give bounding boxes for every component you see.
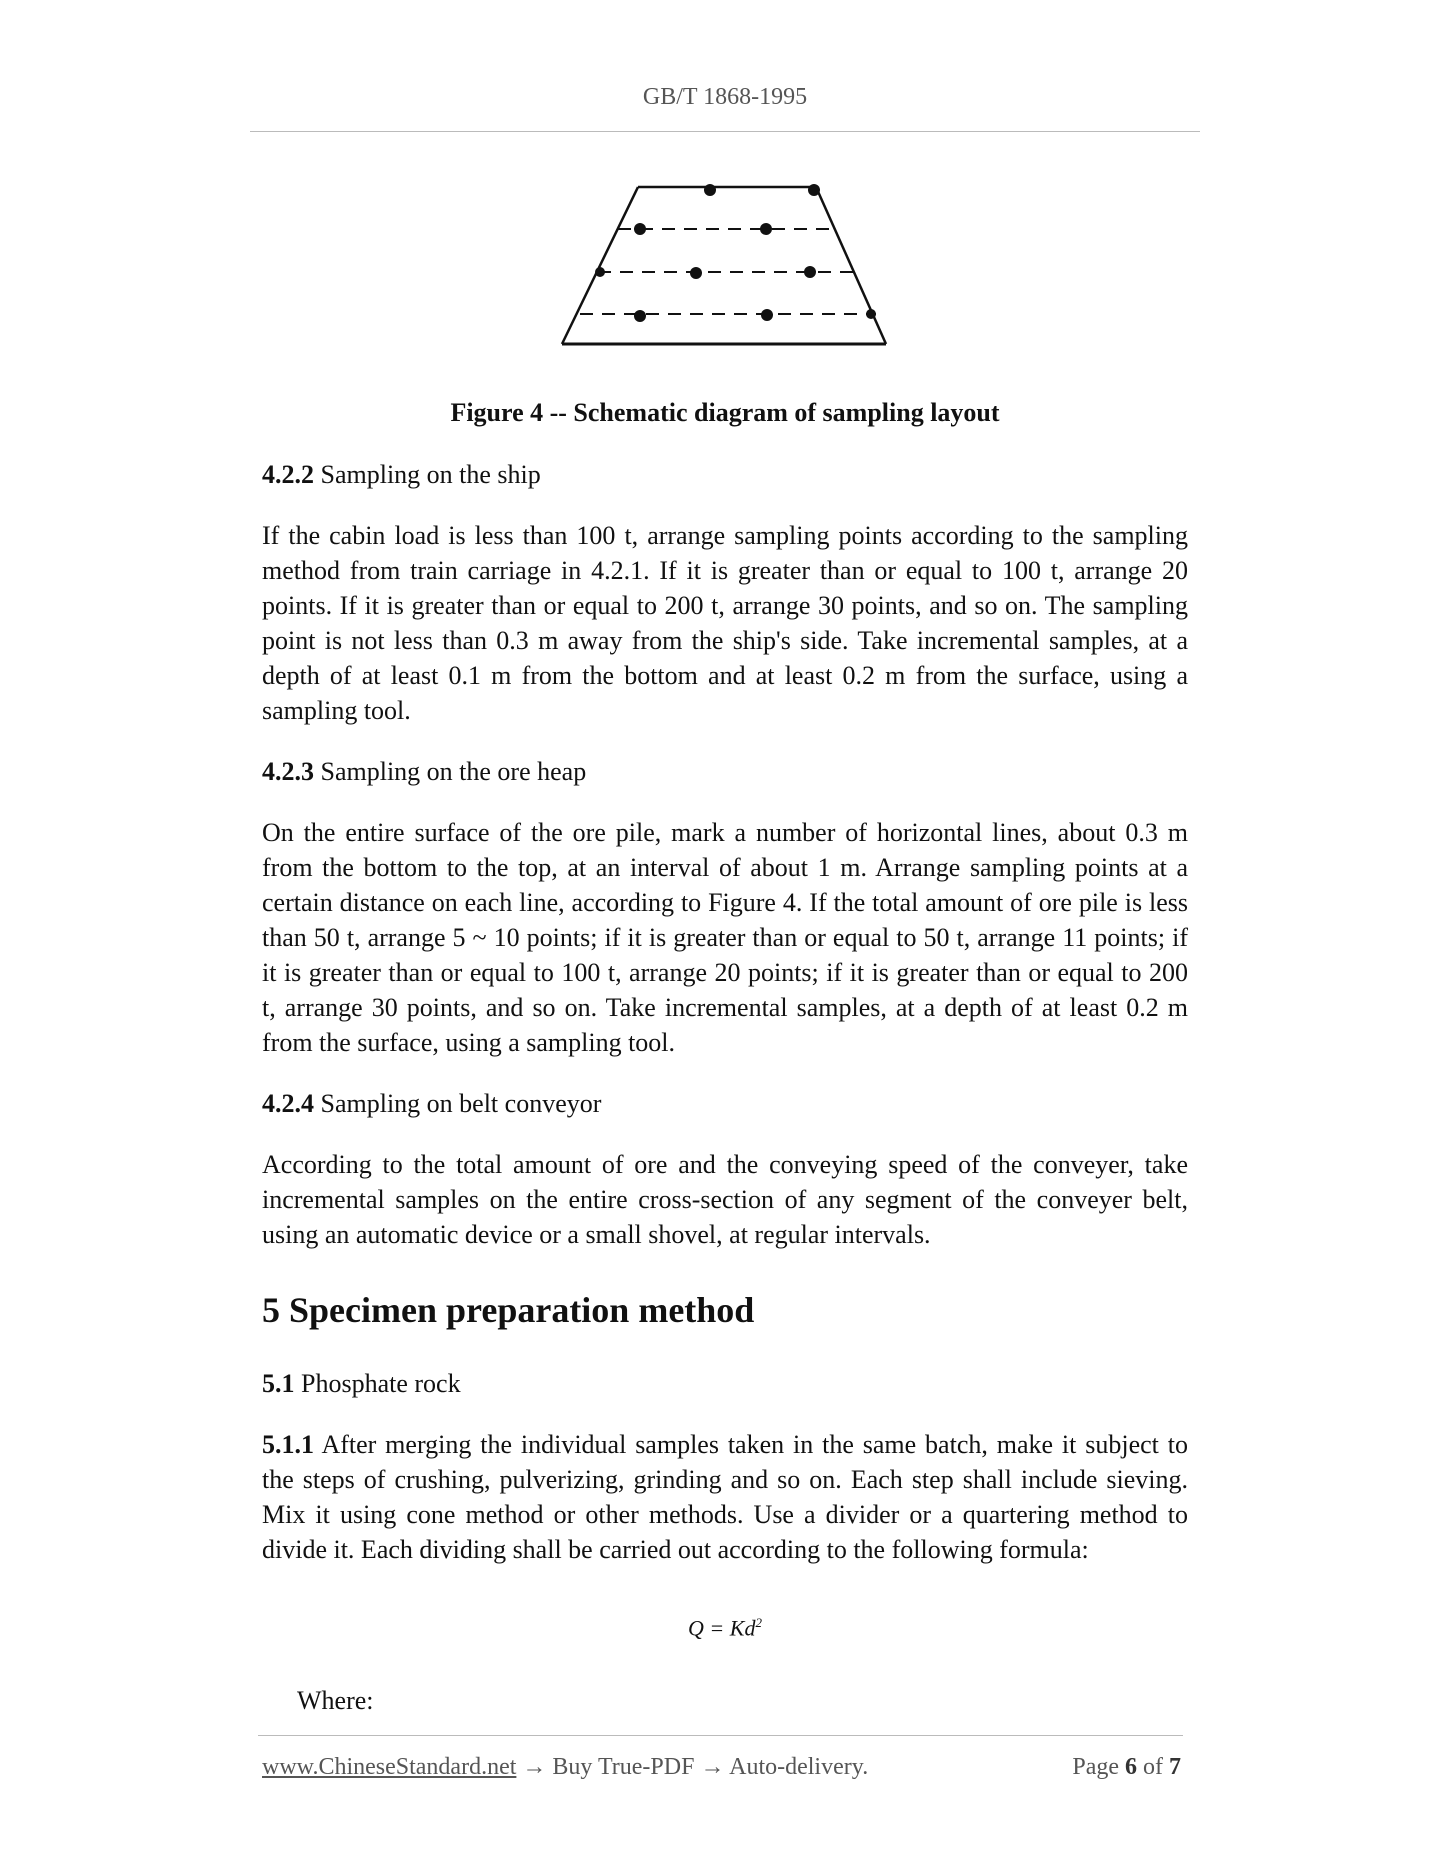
- formula-exponent: 2: [755, 1615, 762, 1630]
- footer-promo-text: → Buy True-PDF → Auto-delivery.: [516, 1754, 869, 1780]
- figure-caption: Figure 4 -- Schematic diagram of sampling layout: [450, 398, 1000, 427]
- formula-text: Q = Kd: [688, 1615, 756, 1641]
- trapezoid-left: [562, 187, 638, 344]
- where-label: Where:: [297, 1686, 374, 1716]
- section-heading-4-2-2: [262, 457, 1188, 492]
- sampling-point: [866, 309, 876, 319]
- header-divider: [250, 131, 1200, 132]
- section-number: 5.1.1: [262, 1430, 314, 1459]
- section-number: 4.2.3: [262, 757, 314, 786]
- current-page: 6: [1125, 1754, 1137, 1780]
- paragraph-5-1-1: [262, 1427, 1188, 1567]
- paragraph-text: After merging the individual samples taken in the same batch, make it subject to the steps of crushing, pulverizing, grinding and so on. Each step shall include sieving. Mix it using cone method or other methods. Use a divider or a quartering method to divide it. Each dividing shall be carried out according to the following formula:: [262, 1430, 1188, 1564]
- website-link[interactable]: www.ChineseStandard.net: [262, 1754, 517, 1780]
- total-pages: 7: [1169, 1754, 1181, 1780]
- page-indicator: [1072, 1754, 1181, 1781]
- paragraph-4-2-3: On the entire surface of the ore pile, mark a number of horizontal lines, about 0.3 m from the bottom to the top, at an interval of about 1 m. Arrange sampling points at a certain distance on each line, according to Figure 4. If the total amount of ore pile is less than 50 t, arrange 5 ~ 10 points; if it is greater than or equal to 50 t, arrange 11 points; if it is greater than or equal to 100 t, arrange 20 points; if it is greater than or equal to 200 t, arrange 30 points, and so on. Take incremental samples, at a depth of at least 0.2 m from the surface, using a sampling tool.: [262, 818, 1188, 1057]
- sampling-point: [634, 223, 646, 235]
- section-number: 4.2.4: [262, 1089, 314, 1118]
- section-title: Phosphate rock: [301, 1369, 461, 1398]
- sampling-point: [760, 223, 772, 235]
- sampling-point: [595, 267, 605, 277]
- section-title: Sampling on belt conveyor: [320, 1089, 602, 1118]
- sampling-point: [804, 266, 816, 278]
- section-heading-5-1: [262, 1366, 1188, 1401]
- page-prefix: Page: [1072, 1754, 1125, 1780]
- section-title: Sampling on the ore heap: [320, 757, 587, 786]
- paragraph-4-2-4: According to the total amount of ore and the conveying speed of the conveyer, take incremental samples on the entire cross-section of any segment of the conveyer belt, using an automatic device or a small shovel, at regular intervals.: [262, 1150, 1188, 1249]
- footer-promo: [262, 1754, 868, 1781]
- section-number: 4.2.2: [262, 460, 314, 489]
- footer-divider: [258, 1735, 1183, 1736]
- chapter-heading-5: 5 Specimen preparation method: [262, 1290, 755, 1330]
- trapezoid-right: [816, 187, 886, 344]
- main-content: [262, 457, 1188, 1718]
- formula: [262, 1605, 1188, 1645]
- section-heading-4-2-3: [262, 754, 1188, 789]
- page-header: GB/T 1868-1995: [642, 84, 808, 110]
- sampling-layout-diagram: [556, 180, 896, 355]
- section-number: 5.1: [262, 1369, 295, 1398]
- section-title: Sampling on the ship: [320, 460, 541, 489]
- section-heading-4-2-4: [262, 1086, 1188, 1121]
- sampling-point: [704, 184, 716, 196]
- sampling-point: [761, 309, 773, 321]
- sampling-point: [808, 184, 820, 196]
- paragraph-4-2-2: If the cabin load is less than 100 t, arrange sampling points according to the sampling method from train carriage in 4.2.1. If it is greater than or equal to 100 t, arrange 20 points. If it is greater than or equal to 200 t, arrange 30 points, and so on. The sampling point is not less than 0.3 m away from the ship's side. Take incremental samples, at a depth of at least 0.1 m from the bottom and at least 0.2 m from the surface, using a sampling tool.: [262, 521, 1188, 725]
- sampling-point: [634, 310, 646, 322]
- page-of: of: [1137, 1754, 1169, 1780]
- sampling-point: [690, 267, 702, 279]
